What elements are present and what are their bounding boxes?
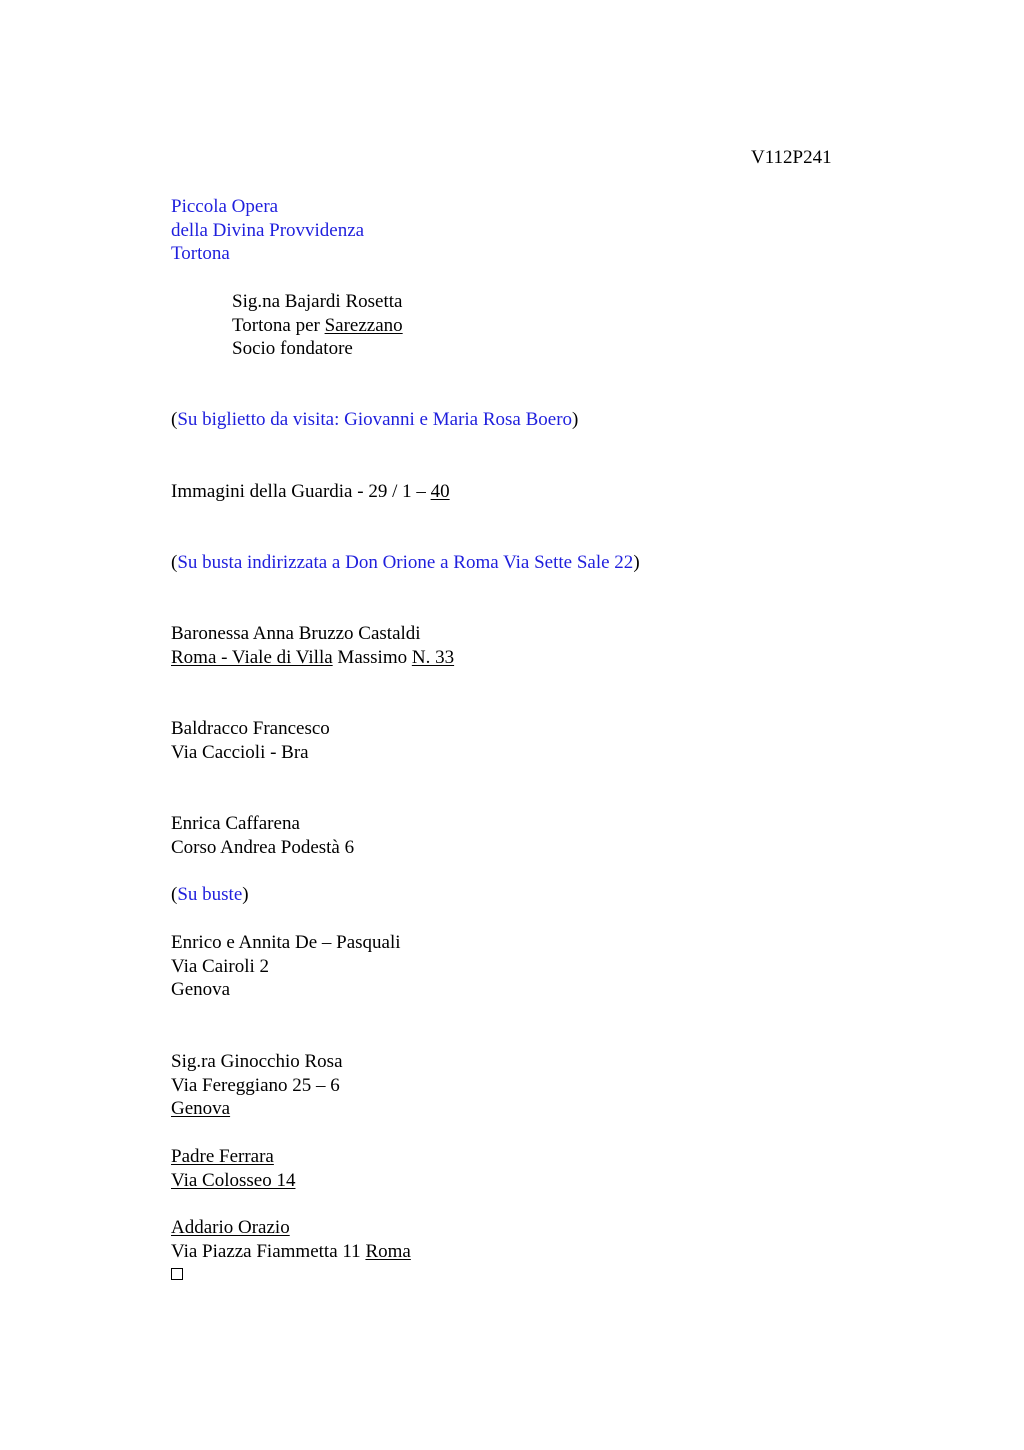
note-envelopes-close: ) (242, 884, 249, 905)
recipient-name: Sig.na Bajardi Rosetta (232, 291, 403, 312)
ginocchio-name: Sig.ra Ginocchio Rosa (171, 1051, 343, 1072)
recipient-role: Socio fondatore (232, 338, 353, 360)
images-line-underlined: 40 (430, 481, 450, 502)
baldracco-name: Baldracco Francesco (171, 718, 330, 739)
note-envelopes-open: ( (171, 884, 178, 905)
caffarena-name: Enrica Caffarena (171, 813, 300, 834)
address-ginocchio (171, 1050, 343, 1121)
checkbox-square-icon (171, 1263, 411, 1287)
images-line (171, 480, 450, 504)
depasquali-address: Via Cairoli 2 (171, 955, 270, 977)
ginocchio-address: Via Fereggiano 25 – 6 (171, 1074, 340, 1096)
ferrara-address: Via Colosseo 14 (171, 1169, 296, 1191)
baldracco-address: Via Caccioli - Bra (171, 741, 309, 763)
baronessa-address-part-1: Roma - Viale di Villa (171, 646, 333, 668)
note-visiting-card (171, 408, 578, 432)
address-depasquali (171, 931, 401, 1002)
addario-address: Via Piazza Fiammetta 11 (171, 1240, 366, 1262)
baronessa-address (171, 646, 454, 670)
note-envelope-text: Su busta indirizzata a Don Orione a Roma Via Sette Sale 22 (177, 552, 634, 573)
note-visiting-card-open: ( (171, 409, 178, 430)
letterhead (171, 195, 364, 266)
baronessa-address-mid: Massimo (332, 646, 412, 668)
depasquali-name: Enrico e Annita De – Pasquali (171, 932, 401, 953)
note-envelopes-text: Su buste (177, 884, 243, 905)
images-line-text: Immagini della Guardia - 29 / 1 – (171, 481, 431, 502)
recipient-city (232, 314, 403, 338)
recipient-city-prefix: Tortona per (232, 314, 325, 336)
letterhead-line-3: Tortona (171, 243, 230, 265)
caffarena-address: Corso Andrea Podestà 6 (171, 836, 355, 858)
baronessa-name: Baronessa Anna Bruzzo Castaldi (171, 623, 421, 644)
square-icon (171, 1268, 183, 1280)
note-envelope-close: ) (633, 552, 640, 573)
ferrara-name: Padre Ferrara (171, 1146, 274, 1167)
address-baldracco (171, 717, 330, 764)
note-envelope (171, 551, 640, 575)
baronessa-address-number: N. 33 (411, 646, 455, 668)
letterhead-line-1: Piccola Opera (171, 196, 279, 217)
address-caffarena (171, 812, 354, 859)
letterhead-line-2: della Divina Provvidenza (171, 219, 365, 241)
ginocchio-city: Genova (171, 1098, 231, 1120)
depasquali-city: Genova (171, 979, 231, 1001)
note-envelopes (171, 883, 249, 907)
recipient-address (232, 290, 403, 361)
addario-name: Addario Orazio (171, 1217, 290, 1238)
note-visiting-card-text: Su biglietto da visita: Giovanni e Maria Rosa Boero (177, 409, 573, 430)
address-ferrara (171, 1145, 295, 1192)
addario-address-line (171, 1240, 411, 1264)
note-visiting-card-close: ) (572, 409, 579, 430)
note-envelope-open: ( (171, 552, 178, 573)
addario-city: Roma (365, 1240, 411, 1262)
address-baronessa (171, 622, 454, 669)
recipient-city-underlined: Sarezzano (324, 314, 403, 336)
reference-code: V112P241 (751, 147, 832, 168)
address-addario (171, 1216, 411, 1287)
